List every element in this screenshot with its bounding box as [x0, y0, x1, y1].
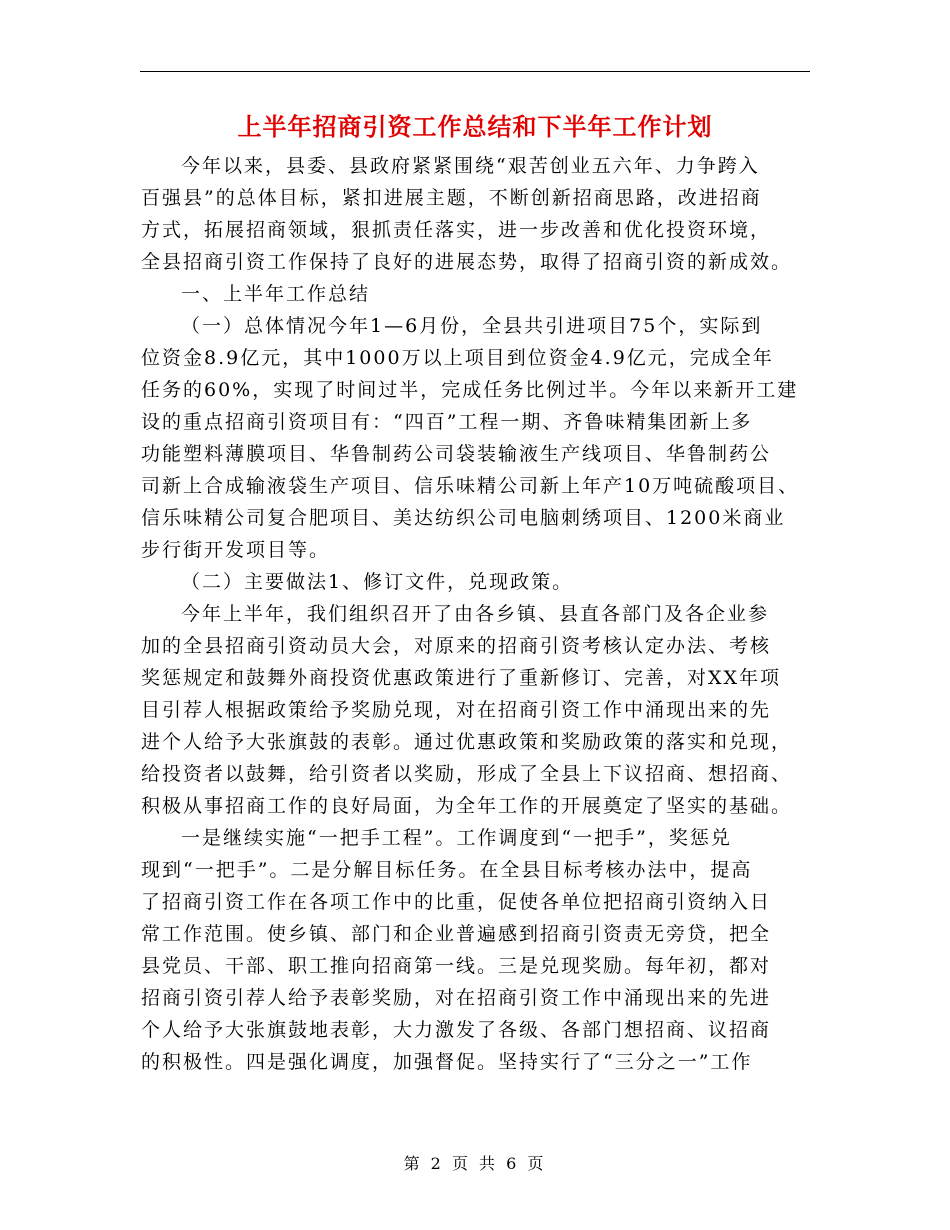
- document-body: [141, 150, 811, 1078]
- header-rule: [140, 71, 810, 72]
- text-line: 方式，拓展招商领域，狠抓责任落实，进一步改善和优化投资环境，: [141, 219, 772, 241]
- text-line: 一、上半年工作总结: [181, 283, 371, 305]
- text-line: 了招商引资工作在各项工作中的比重，促使各单位把招商引资纳入日: [141, 891, 772, 913]
- text-line: 任务的60%，实现了时间过半，完成任务比例过半。今年以来新开工建: [141, 379, 799, 401]
- text-line: 位资金8.9亿元，其中1000万以上项目到位资金4.9亿元，完成全年: [141, 347, 774, 369]
- text-line: 设的重点招商引资项目有：“四百”工程一期、齐鲁味精集团新上多: [141, 411, 753, 433]
- paragraph-measures: [141, 598, 811, 822]
- text-line: 今年以来，县委、县政府紧紧围绕“艰苦创业五六年、力争跨入: [181, 155, 760, 177]
- subsection-heading: [141, 566, 811, 598]
- paragraph-actions: [141, 822, 811, 1078]
- paragraph-intro: [141, 150, 811, 278]
- text-line: 进个人给予大张旗鼓的表彰。通过优惠政策和奖励政策的落实和兑现，: [141, 731, 793, 753]
- document-title: 上半年招商引资工作总结和下半年工作计划: [237, 113, 713, 141]
- text-line: 百强县”的总体目标，紧扣进展主题，不断创新招商思路，改进招商: [141, 187, 762, 209]
- text-line: 积极从事招商工作的良好局面，为全年工作的开展奠定了坚实的基础。: [141, 795, 793, 817]
- text-line: 的积极性。四是强化调度，加强督促。坚持实行了“三分之一”工作: [141, 1051, 753, 1073]
- text-line: 目引荐人根据政策给予奖励兑现，对在招商引资工作中涌现出来的先: [141, 699, 772, 721]
- text-line: 全县招商引资工作保持了良好的进展态势，取得了招商引资的新成效。: [141, 251, 793, 273]
- paragraph-overview: [141, 310, 811, 566]
- text-line: 信乐味精公司复合肥项目、美达纺织公司电脑刺绣项目、1200米商业: [141, 507, 786, 529]
- text-line: 步行街开发项目等。: [141, 539, 331, 561]
- text-line: 常工作范围。使乡镇、部门和企业普遍感到招商引资责无旁贷，把全: [141, 923, 772, 945]
- text-line: 个人给予大张旗鼓地表彰，大力激发了各级、各部门想招商、议招商: [141, 1019, 772, 1041]
- text-line: 司新上合成输液袋生产项目、信乐味精公司新上年产10万吨硫酸项目、: [141, 475, 800, 497]
- section-heading: [141, 278, 811, 310]
- text-line: 今年上半年，我们组织召开了由各乡镇、县直各部门及各企业参: [181, 603, 770, 625]
- text-line: 加的全县招商引资动员大会，对原来的招商引资考核认定办法、考核: [141, 635, 772, 657]
- text-line: 奖惩规定和鼓舞外商投资优惠政策进行了重新修订、完善，对XX年项: [141, 667, 782, 689]
- page-number: 第 2 页 共 6 页: [403, 1154, 547, 1173]
- text-line: 功能塑料薄膜项目、华鲁制药公司袋装输液生产线项目、华鲁制药公: [141, 443, 772, 465]
- text-line: 县党员、干部、职工推向招商第一线。三是兑现奖励。每年初，都对: [141, 955, 772, 977]
- text-line: 给投资者以鼓舞，给引资者以奖励，形成了全县上下议招商、想招商、: [141, 763, 793, 785]
- text-line: （一）总体情况今年1—6月份，全县共引进项目75个，实际到: [181, 315, 763, 337]
- text-line: （二）主要做法1、修订文件，兑现政策。: [181, 571, 574, 593]
- text-line: 一是继续实施“一把手工程”。工作调度到“一把手”，奖惩兑: [181, 827, 732, 849]
- text-line: 现到“一把手”。二是分解目标任务。在全县目标考核办法中，提高: [141, 859, 753, 881]
- text-line: 招商引资引荐人给予表彰奖励，对在招商引资工作中涌现出来的先进: [141, 987, 772, 1009]
